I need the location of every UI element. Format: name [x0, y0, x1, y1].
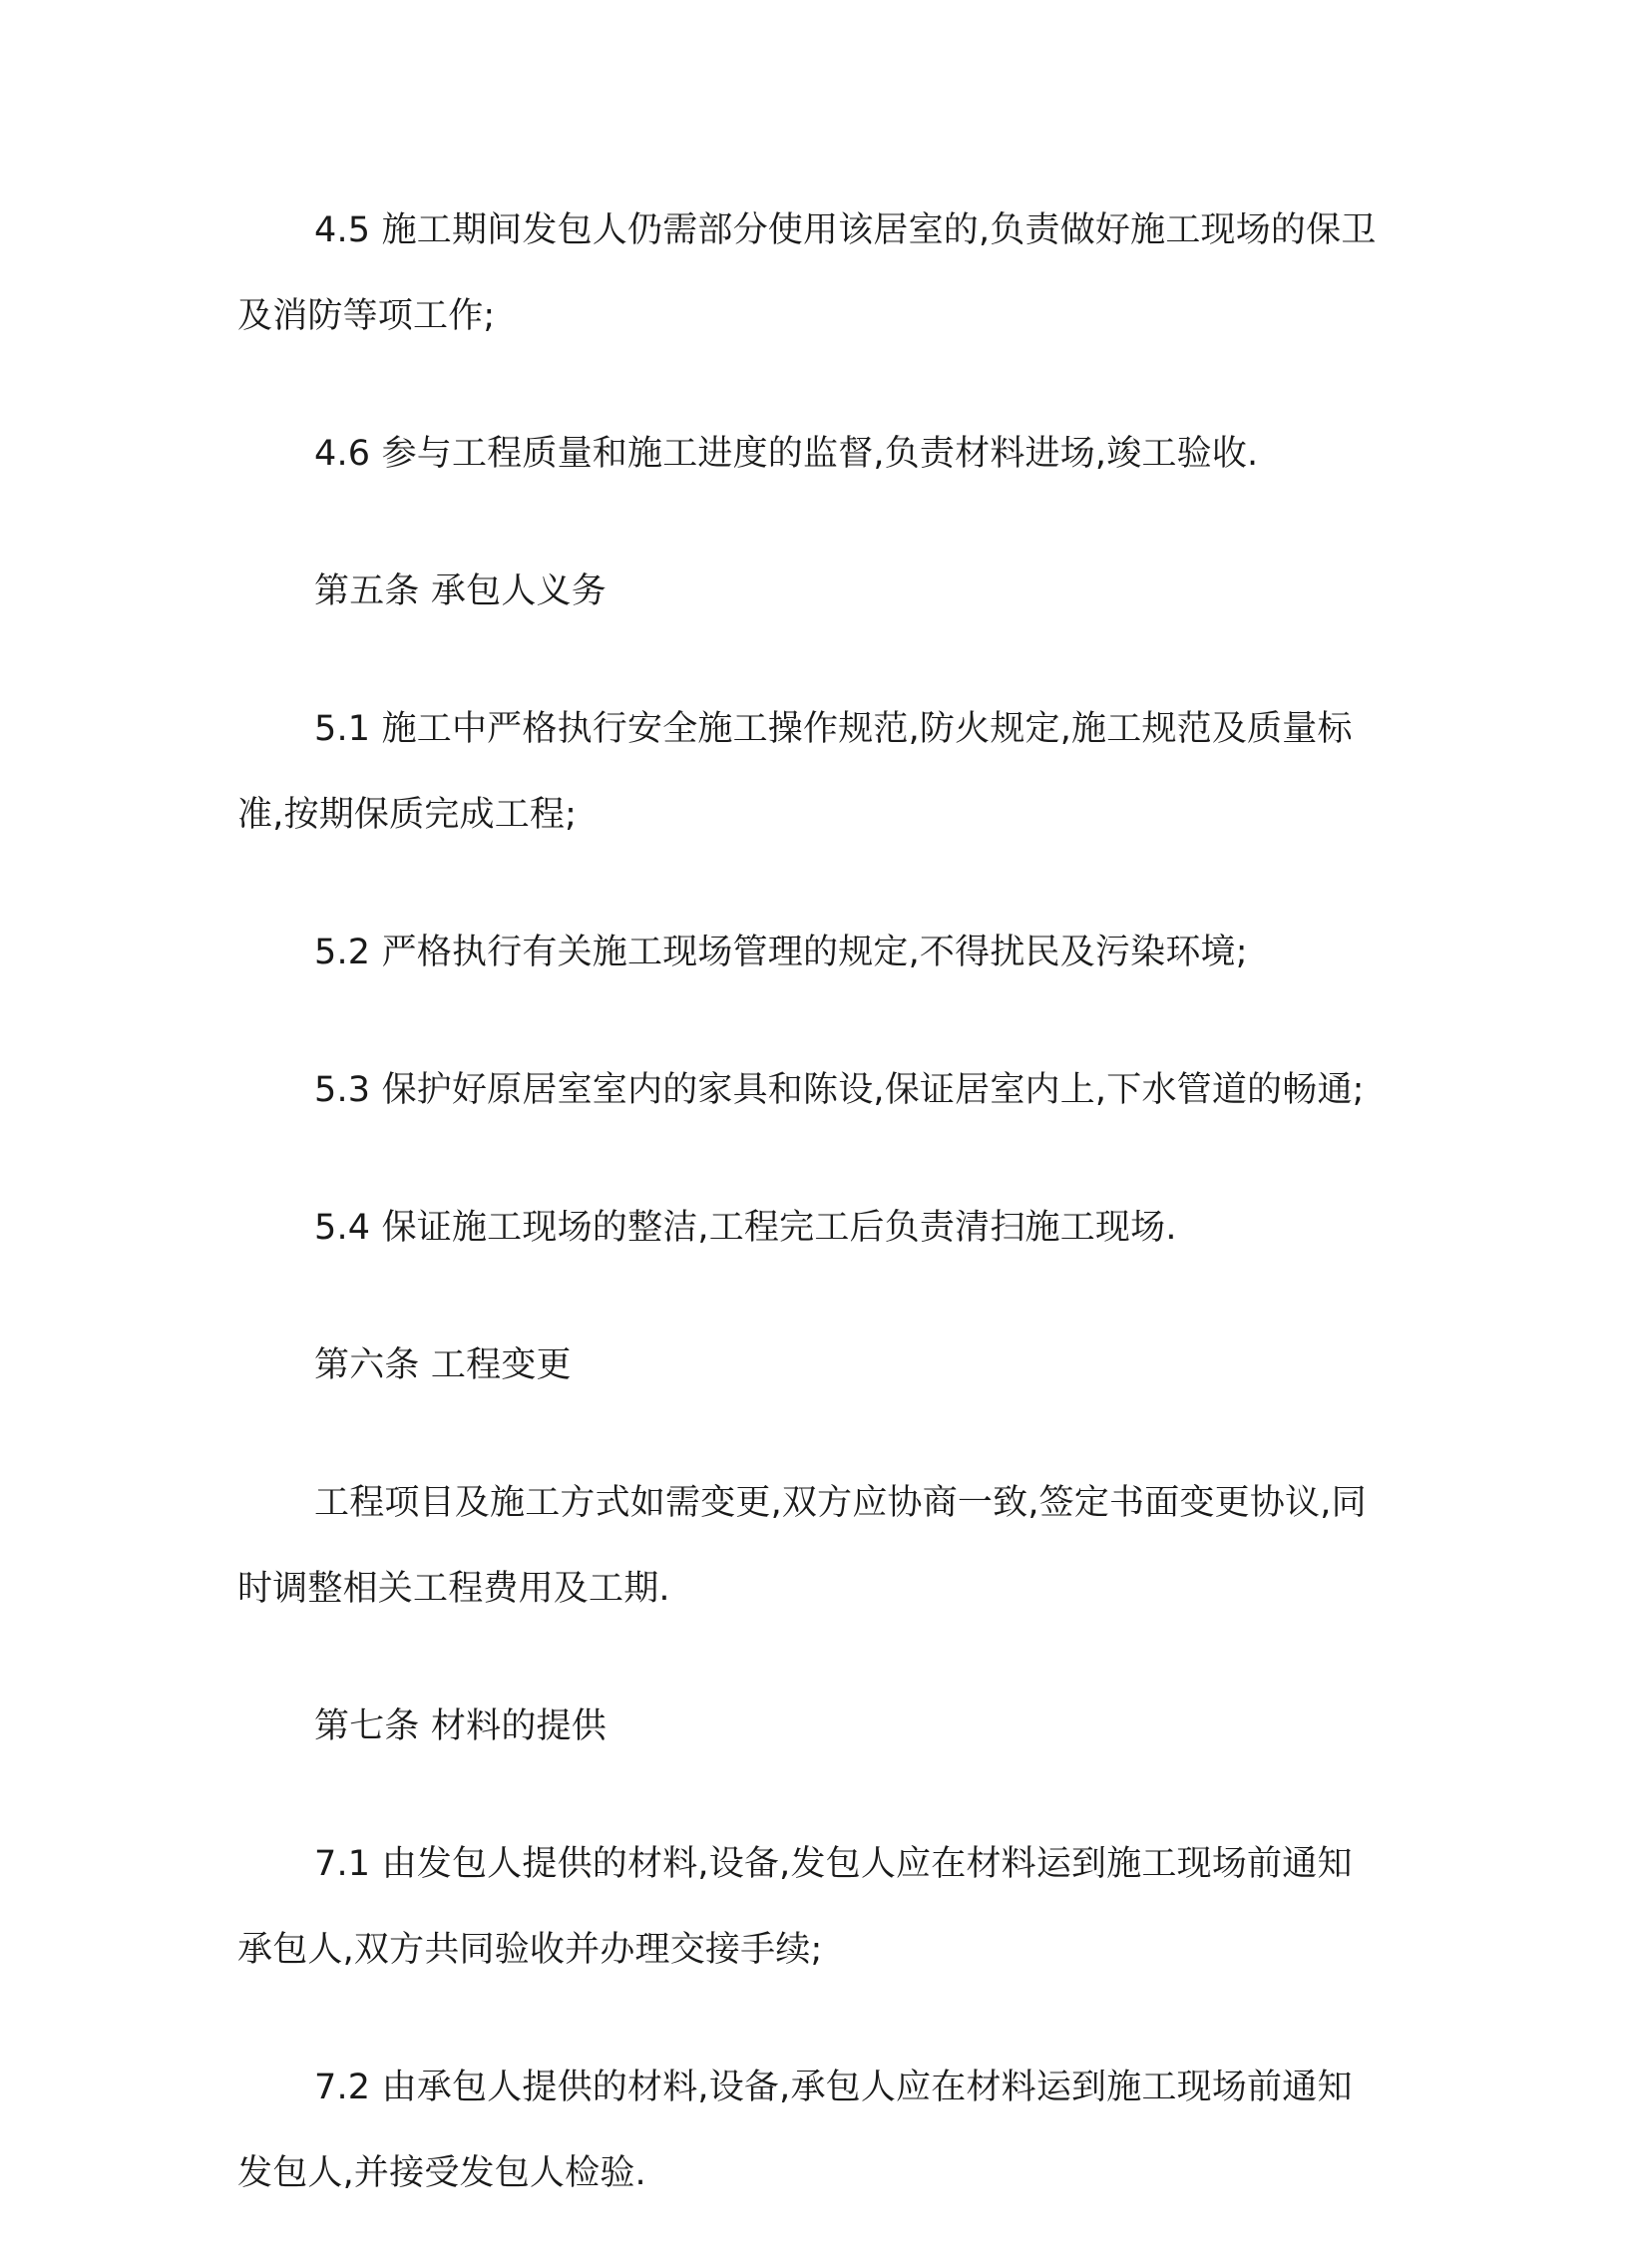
- document-body: [237, 188, 1385, 2268]
- clause-7-1: 7.1 由发包人提供的材料,设备,发包人应在材料运到施工现场前通知承包人,双方共同验收并办理交接手续;: [237, 1844, 1353, 1970]
- article-6-heading: 第六条 工程变更: [314, 1345, 572, 1385]
- clause-7-2: 7.2 由承包人提供的材料,设备,承包人应在材料运到施工现场前通知发包人,并接受发包人检验.: [237, 2068, 1353, 2193]
- clause-5-1: 5.1 施工中严格执行安全施工操作规范,防火规定,施工规范及质量标准,按期保质完成工程;: [237, 709, 1353, 835]
- clause-4-6: 4.6 参与工程质量和施工进度的监督,负责材料进场,竣工验收.: [314, 434, 1259, 474]
- article-7-heading: 第七条 材料的提供: [314, 1706, 607, 1746]
- clause-5-2: 5.2 严格执行有关施工现场管理的规定,不得扰民及污染环境;: [314, 933, 1248, 972]
- clause-4-5: 4.5 施工期间发包人仍需部分使用该居室的,负责做好施工现场的保卫及消防等项工作;: [237, 210, 1377, 336]
- article-5-heading: 第五条 承包人义务: [314, 571, 607, 611]
- article-6-body: 工程项目及施工方式如需变更,双方应协商一致,签定书面变更协议,同时调整相关工程费用及工期.: [237, 1483, 1367, 1609]
- clause-5-4: 5.4 保证施工现场的整洁,工程完工后负责清扫施工现场.: [314, 1208, 1177, 1248]
- clause-5-3: 5.3 保护好原居室室内的家具和陈设,保证居室内上,下水管道的畅通;: [314, 1070, 1365, 1110]
